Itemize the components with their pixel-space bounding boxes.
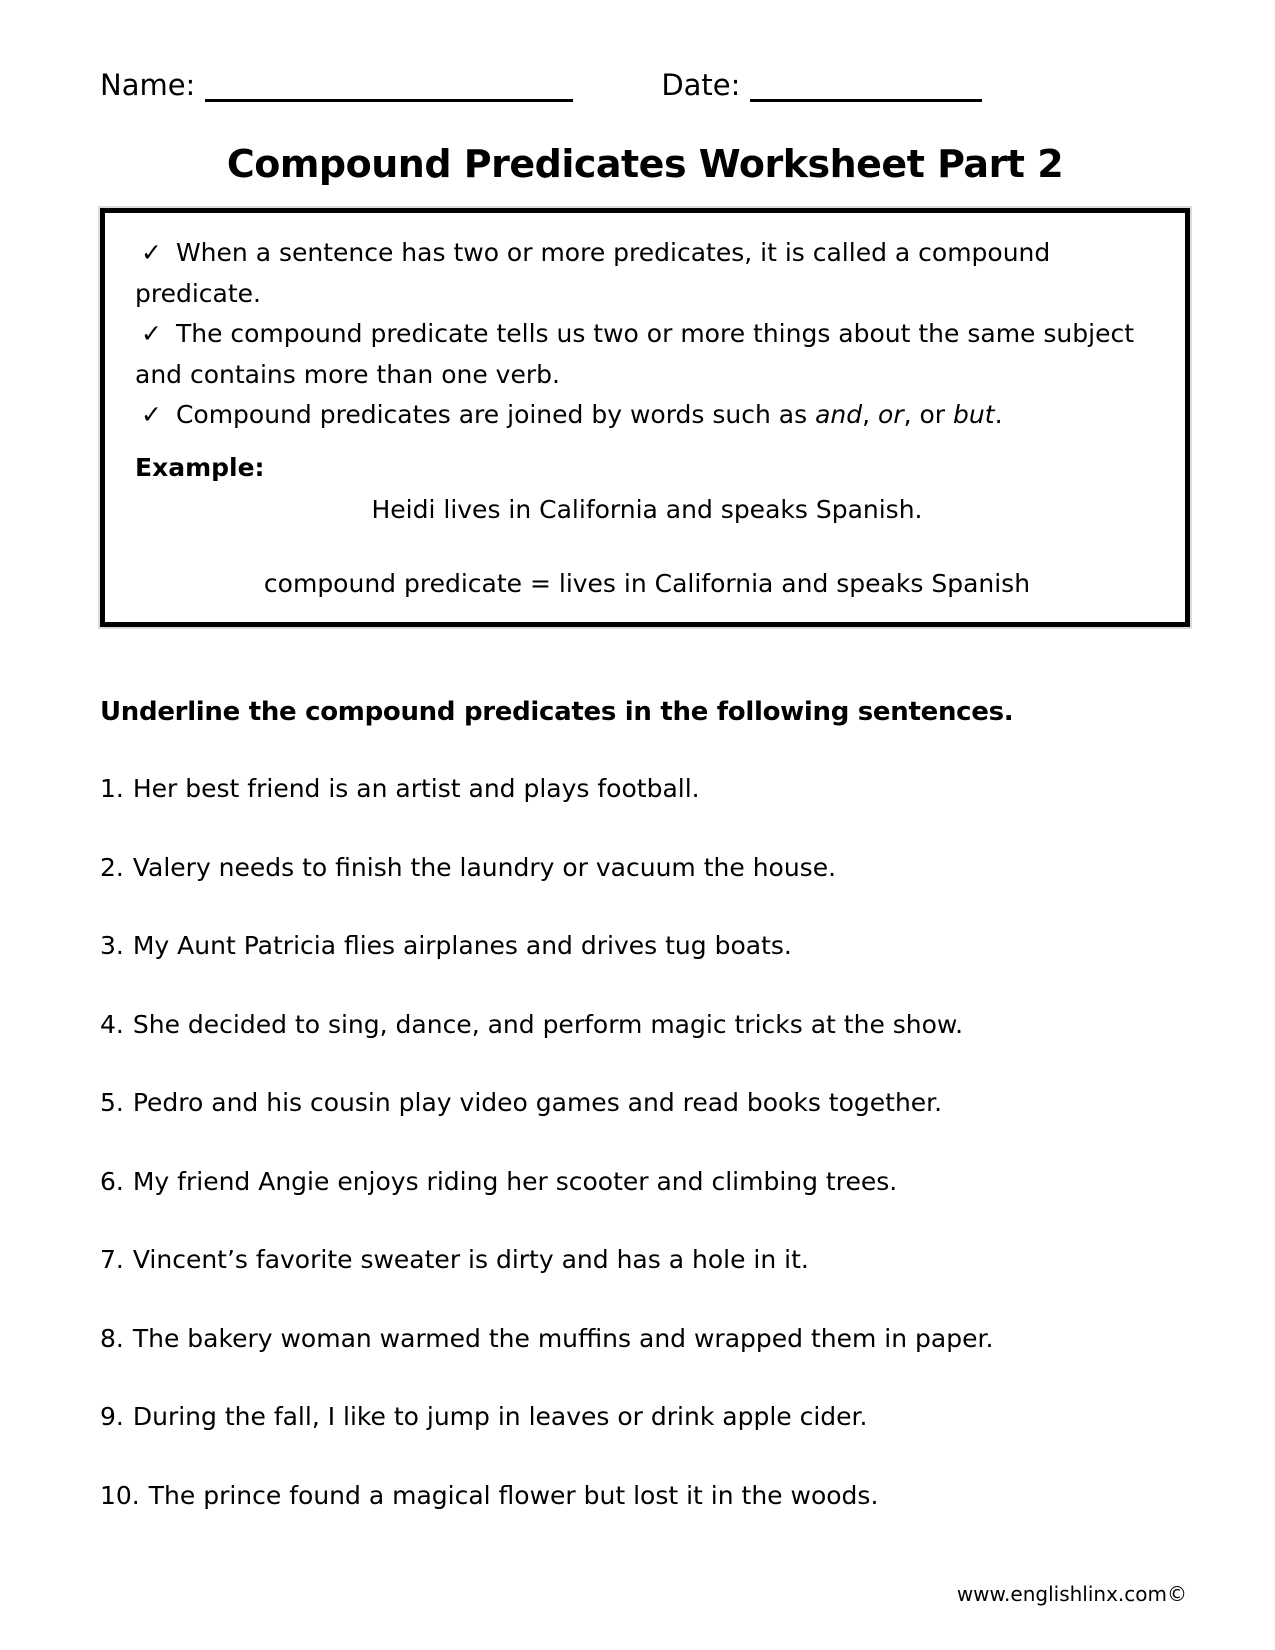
sentence-number: 2. <box>100 852 124 882</box>
page-title: Compound Predicates Worksheet Part 2 <box>226 142 1064 186</box>
info-box-bullets <box>135 233 1159 436</box>
sentence-number: 3. <box>100 931 124 960</box>
example-sentence: Heidi lives in California and speaks Spanish. <box>371 495 923 524</box>
sentence-number: 5. <box>100 1088 124 1117</box>
sentence-item <box>100 1480 1190 1513</box>
sentence-item <box>100 930 1190 963</box>
sentence-item <box>100 1401 1190 1434</box>
sentence-item <box>100 1009 1190 1042</box>
sentence-item <box>100 852 1190 885</box>
sentence-item <box>100 1166 1190 1199</box>
sentence-number: 1. <box>100 774 124 803</box>
date-blank-line <box>750 69 982 102</box>
bullet-text: The compound predicate tells us two or more things about the same subject and contains more than one verb. <box>135 319 1134 389</box>
name-field <box>100 68 573 102</box>
bullet-text: but <box>953 400 995 429</box>
info-bullet <box>135 233 1159 314</box>
sentence-text: My Aunt Patricia flies airplanes and drives tug boats. <box>132 931 792 960</box>
checkmark-icon: ✓ <box>141 400 162 429</box>
sentence-number: 9. <box>100 1402 124 1431</box>
sentence-number: 8. <box>100 1323 124 1353</box>
sentence-item <box>100 1087 1190 1120</box>
sentence-item <box>100 1323 1190 1356</box>
example-label: Example: <box>135 452 265 482</box>
sentence-number: 4. <box>100 1009 124 1039</box>
sentence-text: My friend Angie enjoys riding her scooter and climbing trees. <box>132 1166 898 1196</box>
sentence-list <box>100 773 1190 1512</box>
info-box <box>100 208 1190 627</box>
info-bullet <box>135 314 1159 395</box>
bullet-text: . <box>994 400 1003 429</box>
sentence-text: She decided to sing, dance, and perform magic tricks at the show. <box>132 1009 964 1039</box>
sentence-number: 6. <box>100 1166 124 1196</box>
checkmark-icon: ✓ <box>141 319 162 348</box>
header <box>100 68 1190 102</box>
sentence-text: Vincent’s favorite sweater is dirty and has a hole in it. <box>132 1245 809 1274</box>
sentence-text: Her best friend is an artist and plays football. <box>132 774 700 803</box>
info-bullet <box>135 395 1159 436</box>
sentence-item <box>100 773 1190 806</box>
sentence-number: 10. <box>100 1480 140 1510</box>
sentence-text: The prince found a magical flower but lost it in the woods. <box>148 1480 879 1510</box>
checkmark-icon: ✓ <box>141 238 162 267</box>
instruction-text: Underline the compound predicates in the following sentences. <box>100 697 1014 727</box>
bullet-text: , or <box>903 400 954 429</box>
date-field <box>661 68 982 102</box>
bullet-text: or <box>878 400 904 429</box>
footer-credit: www.englishlinx.com© <box>956 1582 1187 1606</box>
sentence-text: Pedro and his cousin play video games and read books together. <box>132 1088 943 1117</box>
sentence-item <box>100 1244 1190 1277</box>
sentence-text: During the fall, I like to jump in leaves or drink apple cider. <box>132 1402 868 1431</box>
date-label: Date: <box>661 68 741 102</box>
bullet-text: and <box>815 400 863 429</box>
bullet-text: , <box>862 400 879 429</box>
name-blank-line <box>205 69 573 102</box>
name-label: Name: <box>100 68 196 102</box>
sentence-text: The bakery woman warmed the muffins and wrapped them in paper. <box>132 1323 994 1353</box>
bullet-text: When a sentence has two or more predicates, it is called a compound predicate. <box>135 238 1051 308</box>
sentence-text: Valery needs to finish the laundry or vacuum the house. <box>132 852 837 882</box>
sentence-number: 7. <box>100 1245 124 1274</box>
example-answer: compound predicate = lives in California and speaks Spanish <box>263 568 1031 598</box>
bullet-text: Compound predicates are joined by words such as <box>175 400 816 429</box>
